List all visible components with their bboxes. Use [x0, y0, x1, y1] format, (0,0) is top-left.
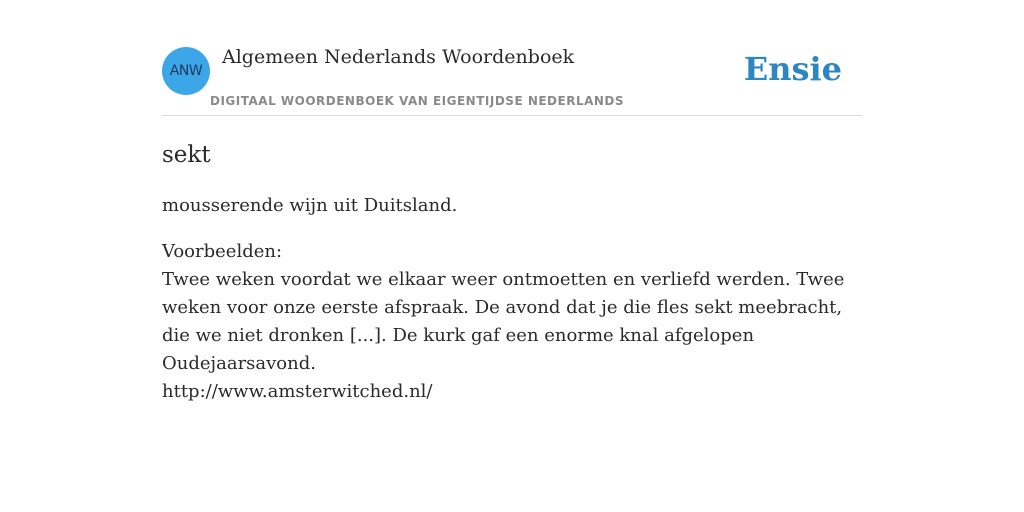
entry-card: [162, 40, 862, 406]
ensie-brand-logo[interactable]: Ensie: [743, 50, 842, 88]
examples-section: [162, 238, 862, 406]
site-title[interactable]: Algemeen Nederlands Woordenboek: [222, 46, 575, 68]
headword: sekt: [162, 142, 211, 168]
definition: mousserende wijn uit Duitsland.: [162, 195, 458, 216]
anw-logo[interactable]: [162, 47, 210, 95]
site-subtitle: DIGITAAL WOORDENBOEK VAN EIGENTIJDSE NEDERLANDS: [210, 94, 625, 108]
header: [162, 40, 862, 116]
logo-text: ANW: [169, 63, 203, 79]
example-source-link[interactable]: http://www.amsterwitched.nl/: [162, 381, 433, 402]
examples-label: Voorbeelden:: [162, 241, 283, 262]
example-text: Twee weken voordat we elkaar weer ontmoetten en verliefd werden. Twee weken voor onze eerste afspraak. De avond dat je die fles sekt meebracht, die we niet dronken [...]. De kurk gaf een enorme knal afgelopen Oudejaarsavond.: [162, 269, 845, 374]
